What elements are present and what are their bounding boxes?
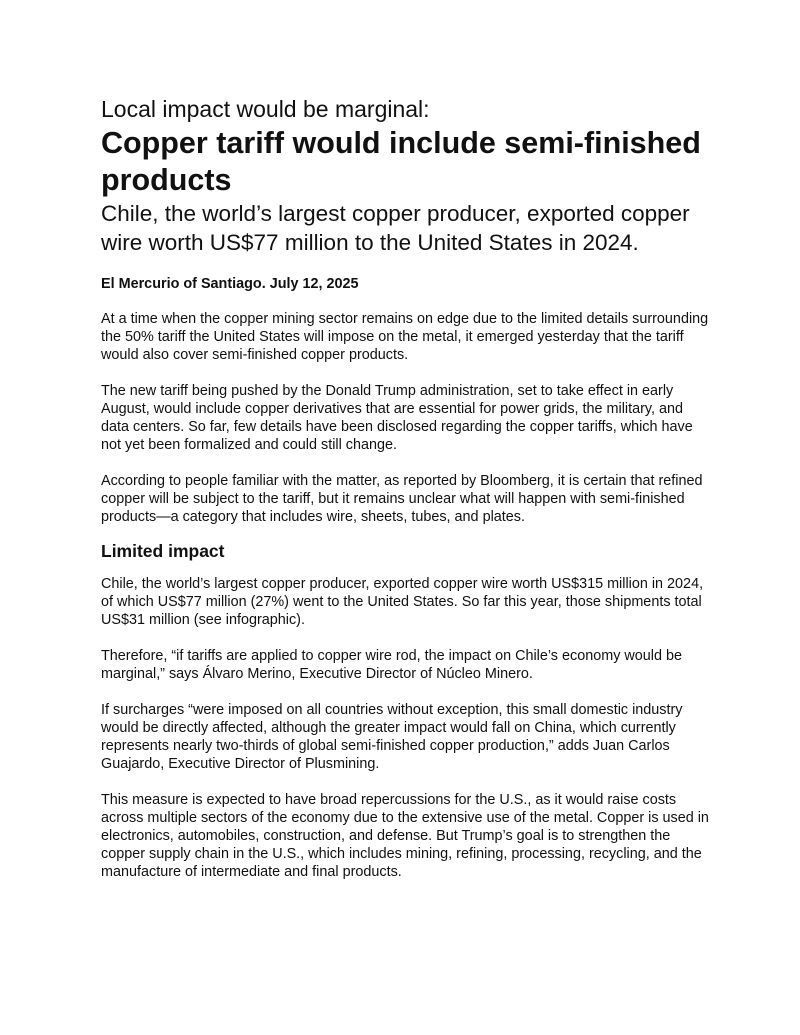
body-paragraph: Chile, the world’s largest copper producer, exported copper wire worth US$315 million in 2024, of which US$77 million (27%) went to the United States. So far this year, those shipments total US$31 million (see infographic). [101,576,704,628]
body-paragraph: Therefore, “if tariffs are applied to copper wire rod, the impact on Chile’s economy would be marginal,” says Álvaro Merino, Executive Director of Núcleo Minero. [101,648,682,682]
article-kicker: Local impact would be marginal: [101,96,430,122]
section-heading: Limited impact [101,541,225,561]
article-page [101,95,711,881]
body-paragraph: According to people familiar with the matter, as reported by Bloomberg, it is certain that refined copper will be subject to the tariff, but it remains unclear what will happen with semi-finished products—a category that includes wire, sheets, tubes, and plates. [101,473,703,525]
article-deck: Chile, the world’s largest copper producer, exported copper wire worth US$77 million to the United States in 2024. [101,201,690,255]
body-paragraph: This measure is expected to have broad repercussions for the U.S., as it would raise costs across multiple sectors of the economy due to the extensive use of the metal. Copper is used in electronics, automobiles, construction, and defense. But Trump’s goal is to strengthen the copper supply chain in the U.S., which includes mining, refining, processing, recycling, and the manufacture of intermediate and final products. [101,792,709,880]
article-headline: Copper tariff would include semi-finished products [101,126,701,197]
body-paragraph: At a time when the copper mining sector remains on edge due to the limited details surrounding the 50% tariff the United States will impose on the metal, it emerged yesterday that the tariff would also cover semi-finished copper products. [101,311,709,363]
article-byline: El Mercurio of Santiago. July 12, 2025 [101,276,359,292]
body-paragraph: The new tariff being pushed by the Donald Trump administration, set to take effect in early August, would include copper derivatives that are essential for power grids, the military, and data centers. So far, few details have been disclosed regarding the copper tariffs, which have not yet been formalized and could still change. [101,383,693,453]
body-paragraph: If surcharges “were imposed on all countries without exception, this small domestic industry would be directly affected, although the greater impact would fall on China, which currently represents nearly two-thirds of global semi-finished copper production,” adds Juan Carlos Guajardo, Executive Director of Plusmining. [101,702,683,772]
